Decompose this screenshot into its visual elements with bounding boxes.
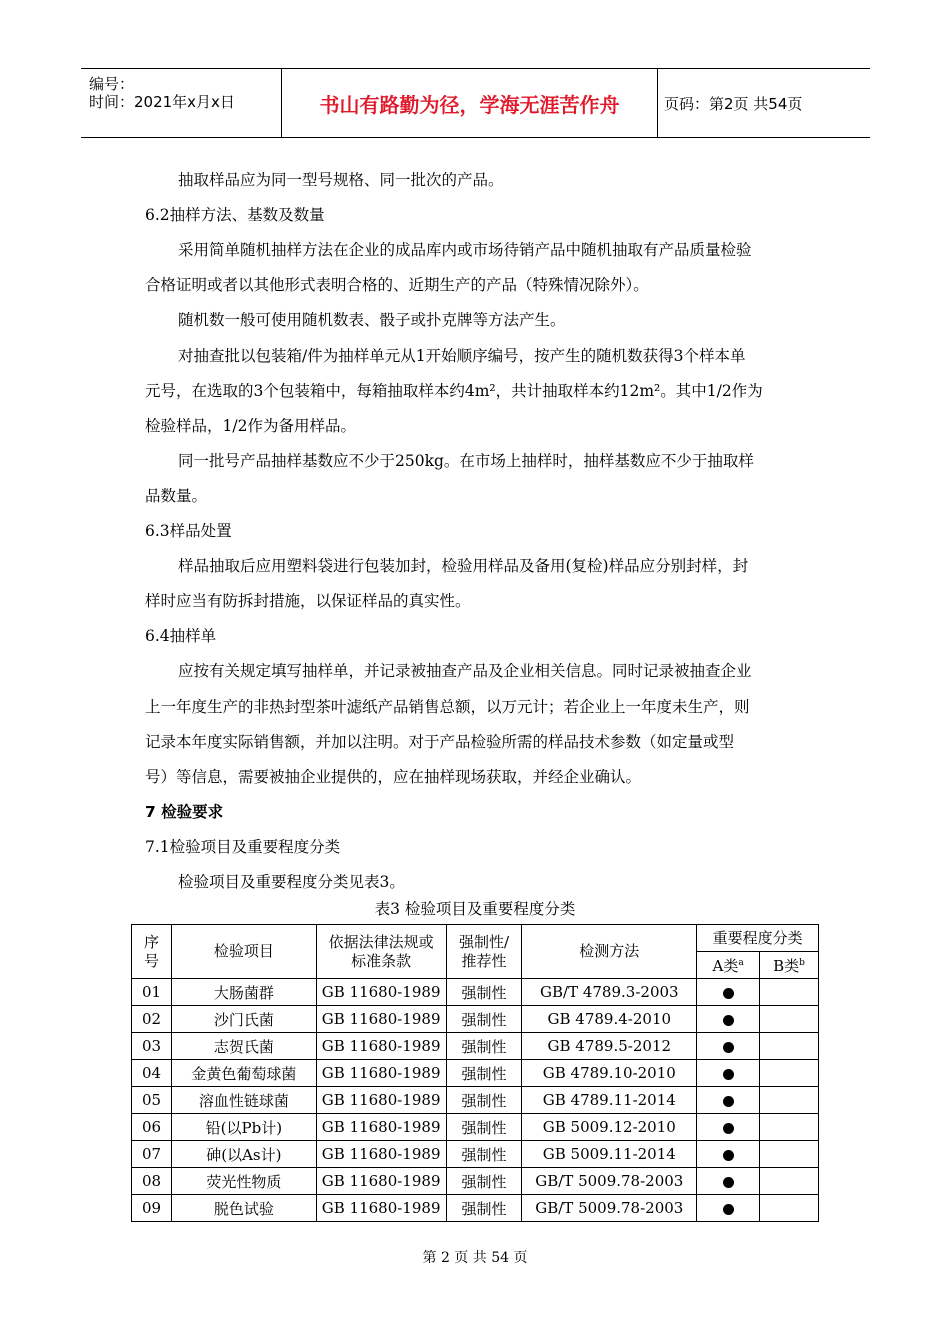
cell-type: 强制性 (446, 1114, 522, 1141)
cell-item: 沙门氏菌 (171, 1006, 316, 1033)
paragraph-line: 对抽查批以包装箱/件为抽样单元从1开始顺序编号，按产生的随机数获得3个样本单 (178, 347, 746, 365)
cell-item: 荧光性物质 (171, 1168, 316, 1195)
cell-seq: 08 (132, 1168, 172, 1195)
cell-basis: GB 11680-1989 (316, 1060, 446, 1087)
section-heading-6-4: 6.4抽样单 (145, 627, 217, 645)
class-b-label: B类 (773, 957, 800, 975)
bullet-icon (723, 1042, 734, 1053)
cell-class-b (760, 1006, 819, 1033)
cell-class-a (697, 1195, 760, 1222)
cell-seq: 01 (132, 979, 172, 1006)
cell-method: GB 4789.5-2012 (522, 1033, 697, 1060)
header-mandatory: 强制性/推荐性 (446, 925, 522, 979)
paragraph-line: 同一批号产品抽样基数应不少于250kg。在市场上抽样时，抽样基数应不少于抽取样 (178, 452, 754, 470)
cell-type: 强制性 (446, 1168, 522, 1195)
table-row (132, 1114, 819, 1141)
section-heading-7: 7 检验要求 (145, 803, 224, 821)
cell-seq: 05 (132, 1087, 172, 1114)
code-label: 编号： (89, 75, 135, 93)
cell-class-b (760, 1033, 819, 1060)
table-row (132, 1087, 819, 1114)
cell-basis: GB 11680-1989 (316, 1114, 446, 1141)
paragraph-line: 品数量。 (145, 487, 208, 505)
header-importance: 重要程度分类 (697, 925, 819, 952)
bullet-icon (723, 1177, 734, 1188)
table-row (132, 1195, 819, 1222)
cell-type: 强制性 (446, 1006, 522, 1033)
paragraph-line: 样时应当有防拆封措施，以保证样品的真实性。 (145, 592, 471, 610)
cell-seq: 07 (132, 1141, 172, 1168)
cell-class-a (697, 1168, 760, 1195)
paragraph-line: 合格证明或者以其他形式表明合格的、近期生产的产品（特殊情况除外）。 (145, 276, 649, 294)
cell-type: 强制性 (446, 979, 522, 1006)
header-meta (81, 69, 282, 137)
cell-class-b (760, 979, 819, 1006)
table-row (132, 979, 819, 1006)
cell-type: 强制性 (446, 1033, 522, 1060)
class-b-footnote-mark: b (799, 958, 805, 968)
cell-class-a (697, 1060, 760, 1087)
paragraph-line: 检验样品，1/2作为备用样品。 (145, 417, 356, 435)
page-footer: 第 2 页 共 54 页 (422, 1250, 528, 1266)
paragraph-line: 应按有关规定填写抽样单，并记录被抽查产品及企业相关信息。同时记录被抽查企业 (178, 662, 752, 680)
cell-basis: GB 11680-1989 (316, 1087, 446, 1114)
cell-class-b (760, 1114, 819, 1141)
cell-method: GB/T 5009.78-2003 (522, 1195, 697, 1222)
paragraph-line: 抽取样品应为同一型号规格、同一批次的产品。 (178, 171, 504, 189)
section-heading-6-3: 6.3样品处置 (145, 522, 232, 540)
cell-type: 强制性 (446, 1141, 522, 1168)
bullet-icon (723, 1069, 734, 1080)
page-header (81, 68, 870, 138)
cell-method: GB 5009.12-2010 (522, 1114, 697, 1141)
cell-item: 脱色试验 (171, 1195, 316, 1222)
bullet-icon (723, 1096, 734, 1107)
cell-seq: 03 (132, 1033, 172, 1060)
paragraph-line: 随机数一般可使用随机数表、骰子或扑克牌等方法产生。 (178, 311, 566, 329)
table-row (132, 1060, 819, 1087)
cell-class-b (760, 1195, 819, 1222)
cell-type: 强制性 (446, 1195, 522, 1222)
cell-item: 大肠菌群 (171, 979, 316, 1006)
inspection-table (131, 924, 819, 1222)
cell-class-a (697, 1114, 760, 1141)
cell-seq: 02 (132, 1006, 172, 1033)
cell-seq: 06 (132, 1114, 172, 1141)
table-row (132, 1141, 819, 1168)
cell-method: GB 4789.10-2010 (522, 1060, 697, 1087)
class-a-footnote-mark: a (738, 958, 744, 968)
cell-class-b (760, 1141, 819, 1168)
cell-method: GB 4789.4-2010 (522, 1006, 697, 1033)
header-basis: 依据法律法规或标准条款 (316, 925, 446, 979)
cell-class-b (760, 1168, 819, 1195)
cell-class-a (697, 979, 760, 1006)
paragraph-line: 记录本年度实际销售额，并加以注明。对于产品检验所需的样品技术参数（如定量或型 (145, 733, 735, 751)
header-motto: 书山有路勤为径，学海无涯苦作舟 (282, 69, 658, 137)
table-caption: 表3 检验项目及重要程度分类 (374, 900, 576, 918)
cell-method: GB 5009.11-2014 (522, 1141, 697, 1168)
cell-class-b (760, 1087, 819, 1114)
header-class-b (760, 952, 819, 979)
cell-method: GB/T 5009.78-2003 (522, 1168, 697, 1195)
cell-basis: GB 11680-1989 (316, 1141, 446, 1168)
cell-basis: GB 11680-1989 (316, 1195, 446, 1222)
class-a-label: A类 (712, 957, 739, 975)
header-seq: 序号 (132, 925, 172, 979)
bullet-icon (723, 1150, 734, 1161)
cell-basis: GB 11680-1989 (316, 1006, 446, 1033)
cell-basis: GB 11680-1989 (316, 1033, 446, 1060)
table-row (132, 1033, 819, 1060)
header-item: 检验项目 (171, 925, 316, 979)
table-row (132, 1168, 819, 1195)
bullet-icon (723, 1123, 734, 1134)
cell-class-a (697, 1006, 760, 1033)
section-heading-6-2: 6.2抽样方法、基数及数量 (145, 206, 325, 224)
cell-item: 志贺氏菌 (171, 1033, 316, 1060)
bullet-icon (723, 1015, 734, 1026)
paragraph-line: 样品抽取后应用塑料袋进行包装加封，检验用样品及备用(复检)样品应分别封样，封 (178, 557, 749, 575)
paragraph-line: 元号，在选取的3个包装箱中，每箱抽取样本约4m²，共计抽取样本约12m²。其中1/2作为 (145, 382, 763, 400)
cell-item: 金黄色葡萄球菌 (171, 1060, 316, 1087)
cell-item: 铅(以Pb计) (171, 1114, 316, 1141)
cell-seq: 09 (132, 1195, 172, 1222)
section-heading-7-1: 7.1检验项目及重要程度分类 (145, 838, 341, 856)
bullet-icon (723, 1204, 734, 1215)
cell-class-b (760, 1060, 819, 1087)
cell-class-a (697, 1033, 760, 1060)
paragraph-line: 上一年度生产的非热封型茶叶滤纸产品销售总额，以万元计；若企业上一年度未生产，则 (145, 698, 750, 716)
time-label: 时间：2021年x月x日 (89, 93, 235, 111)
cell-method: GB/T 4789.3-2003 (522, 979, 697, 1006)
cell-method: GB 4789.11-2014 (522, 1087, 697, 1114)
cell-class-a (697, 1087, 760, 1114)
header-page-info: 页码：第2页 共54页 (664, 94, 803, 113)
cell-type: 强制性 (446, 1087, 522, 1114)
paragraph-line: 采用简单随机抽样方法在企业的成品库内或市场待销产品中随机抽取有产品质量检验 (178, 241, 752, 259)
bullet-icon (723, 988, 734, 999)
cell-basis: GB 11680-1989 (316, 979, 446, 1006)
cell-item: 砷(以As计) (171, 1141, 316, 1168)
paragraph-line: 检验项目及重要程度分类见表3。 (178, 873, 405, 891)
paragraph-line: 号）等信息，需要被抽企业提供的，应在抽样现场获取，并经企业确认。 (145, 768, 642, 786)
header-method: 检测方法 (522, 925, 697, 979)
cell-seq: 04 (132, 1060, 172, 1087)
cell-class-a (697, 1141, 760, 1168)
cell-basis: GB 11680-1989 (316, 1168, 446, 1195)
header-class-a (697, 952, 760, 979)
cell-type: 强制性 (446, 1060, 522, 1087)
table-row (132, 1006, 819, 1033)
cell-item: 溶血性链球菌 (171, 1087, 316, 1114)
